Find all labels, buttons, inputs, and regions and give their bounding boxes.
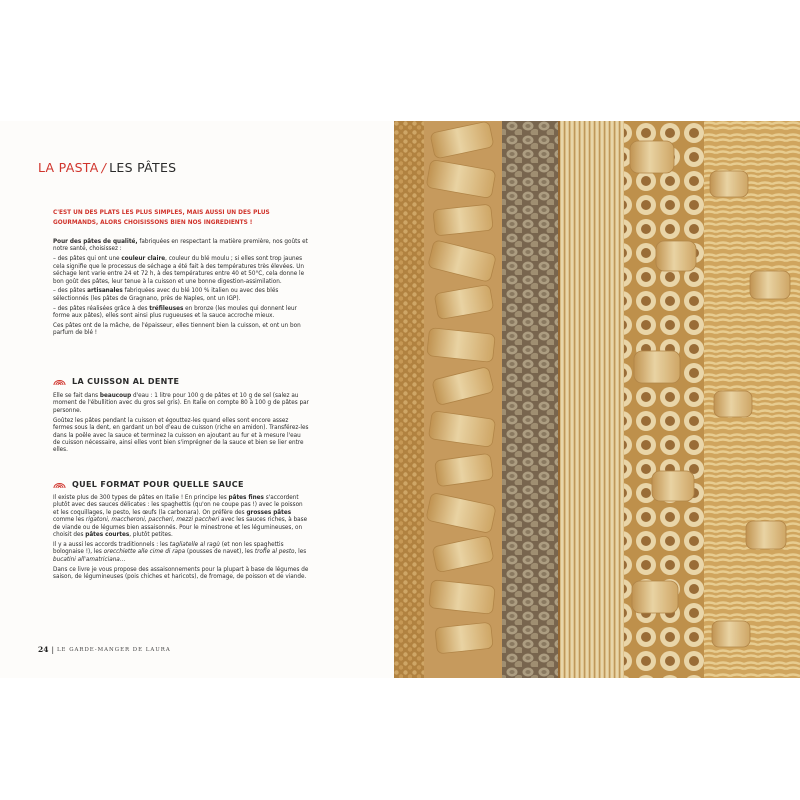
format-p2-e: ...	[119, 556, 126, 563]
title-separator: /	[101, 160, 107, 175]
quality-paragraph-2	[53, 256, 309, 286]
format-p2-a: Il y a aussi les accords traditionnels : les	[53, 541, 170, 548]
quality-paragraph-1	[53, 239, 309, 254]
left-page	[0, 121, 394, 678]
quality-p3-b: fabriquées avec du blé 100 % italien ou avec des blés sélectionnés (les pâtes de Gragnano, près de Naples, ont un IGP).	[53, 288, 279, 302]
quality-p1-bold: Pour des pâtes de qualité,	[53, 239, 138, 245]
running-head: LE GARDE-MANGER DE LAURA	[56, 646, 171, 653]
title-sub: LES PÂTES	[109, 160, 177, 175]
format-p1-e: , plutôt petites.	[129, 532, 173, 539]
quality-p1-rest: fabriquées en respectant la matière première, nos goûts et notre santé, choisissez :	[53, 239, 308, 253]
format-p1-bold3: pâtes courtes	[85, 532, 130, 539]
cuisson-p1-b: d'eau : 1 litre pour 100 g de pâtes et 10 g de sel (salez au moment de l'ébullition avec du gros sel gris). En Italie on compte 80 à 100 g de pâtes par personne.	[53, 393, 309, 414]
cuisson-heading-row	[53, 375, 179, 387]
cuisson-section	[53, 393, 309, 457]
cuisson-paragraph-1	[53, 393, 309, 415]
quality-p4-bold: tréfileuses	[149, 305, 184, 312]
quality-paragraph-3	[53, 288, 309, 303]
quality-p4-b: en bronze (les moules qui donnent leur forme aux pâtes), elles sont ainsi plus rugueuses et la sauce accroche mieux.	[53, 305, 297, 320]
quality-paragraph-5: Ces pâtes ont de la mâche, de l'épaisseur, elles tiennent bien la cuisson, et ont un bon parfum de blé !	[53, 323, 301, 337]
format-section	[53, 495, 309, 584]
cuisson-heading: LA CUISSON AL DENTE	[72, 376, 180, 386]
book-spread	[0, 121, 800, 678]
quality-p2-bold: couleur claire	[121, 256, 166, 263]
format-p2-i2: orecchiette alle cime di rapa	[103, 549, 186, 556]
format-paragraph-1	[53, 495, 309, 539]
quality-p2-b: , couleur du blé moulu ; si elles sont trop jaunes cela signifie que le processus de séchage a été fait à des températures très élevées. Un séchage lent varie entre 24 et 72 h, à des températures entre 40 et 50°C, cela donne le bon goût des pâtes, leur tenue à la cuisson et une bonne digestion-assimilation.	[53, 256, 305, 285]
folio	[38, 645, 171, 654]
format-heading: QUEL FORMAT POUR QUELLE SAUCE	[72, 479, 244, 489]
format-p2-i4: bucatini all'amatriciana	[53, 556, 120, 563]
cuisson-p1-bold: beaucoup	[99, 393, 132, 399]
folio-separator: |	[51, 645, 54, 654]
steam-waves-icon	[53, 377, 66, 386]
pasta-photo	[394, 121, 800, 678]
cuisson-p1-a: Elle se fait dans	[53, 393, 100, 399]
quality-section	[53, 239, 309, 340]
quality-p2-a: – des pâtes qui ont une	[53, 256, 122, 263]
steam-waves-icon	[53, 480, 66, 489]
format-p2-c: (pousses de navet), les	[185, 549, 255, 556]
format-p1-italic: rigatoni, maccheroni, paccheri, mezzi paccheri	[85, 517, 220, 524]
pasta-photo-illustration	[394, 121, 800, 678]
format-p2-i1: tagliatelle al ragù	[169, 541, 220, 548]
page-title	[38, 160, 176, 175]
format-p2-b: (et non les spaghettis bolognaise !), les	[53, 541, 284, 556]
quality-p3-bold: artisanales	[87, 288, 123, 295]
quality-p3-a: – des pâtes	[53, 288, 88, 295]
format-p1-b: s'accordent plutôt avec des sauces délicates : les spaghettis (qu'on ne coupe pas !) avec le poisson et les coquillages, le pesto, les œufs (la carbonara). On préfère des	[53, 495, 303, 516]
cuisson-paragraph-2: Goûtez les pâtes pendant la cuisson et égouttez-les quand elles sont encore assez fermes sous la dent, en gardant un bol d'eau de cuisson (riche en amidon). Transférez-les dans la poêle avec la sauce et terminez la cuisson en ajoutant au fur et à mesure l'eau de cuisson nécessaire, ainsi elles vont bien s'imprégner de la sauce et bien se lier entre elles.	[53, 417, 309, 454]
quality-p4-a: – des pâtes réalisées grâce à des	[53, 305, 150, 312]
format-p1-bold2: grosses pâtes	[246, 509, 292, 516]
format-paragraph-2	[53, 542, 309, 564]
title-main: LA PASTA	[38, 160, 99, 175]
quality-paragraph-4	[53, 306, 309, 321]
format-p1-c: comme les	[53, 517, 86, 524]
format-p1-d: avec les sauces riches, à base de viande ou de légumes bien assaisonnés. Pour le minestrone et les légumineuses, on choisit des	[53, 517, 308, 539]
format-heading-row	[53, 478, 244, 490]
format-p2-d: , les	[294, 549, 307, 556]
format-p1-a: Il existe plus de 300 types de pâtes en Italie ! En principe les	[53, 495, 229, 501]
intro-text: C'EST UN DES PLATS LES PLUS SIMPLES, MAIS AUSSI UN DES PLUS GOURMANDS, ALORS CHOISISSONS BIEN NOS INGREDIENTS !	[53, 210, 270, 226]
format-paragraph-3: Dans ce livre je vous propose des assaisonnements pour la plupart à base de légumes de saison, de légumineuses (pois chiches et haricots), de fromage, de poisson et de viande.	[53, 566, 309, 581]
page-number: 24	[38, 645, 49, 654]
format-p1-bold1: pâtes fines	[228, 495, 264, 501]
format-p2-i3: trofie al pesto	[254, 549, 295, 556]
